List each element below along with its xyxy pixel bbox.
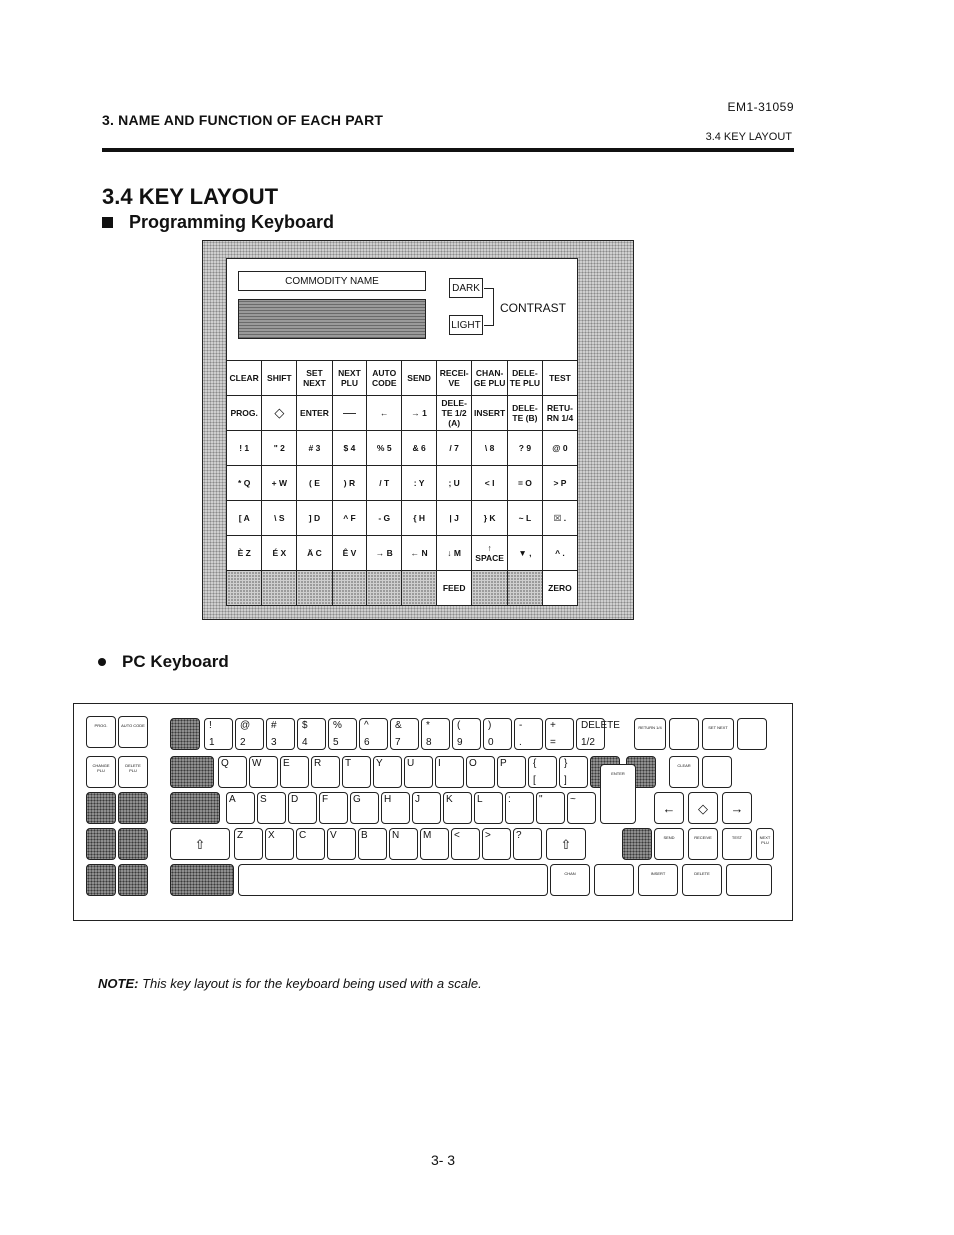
pc-fn-key-blank[interactable] [702, 756, 732, 788]
subsection-label: 3.4 KEY LAYOUT [705, 131, 792, 143]
prog-key-blank [367, 571, 402, 606]
pc-enter-key[interactable]: ENTER [600, 764, 636, 824]
prog-key[interactable]: ← N [402, 536, 437, 571]
prog-key[interactable]: ; U [436, 466, 471, 501]
prog-key[interactable]: * Q [227, 466, 262, 501]
prog-key-row [227, 536, 578, 571]
pc-key-row4[interactable]: V [327, 828, 356, 860]
prog-key[interactable]: ENTER [297, 396, 332, 431]
pc-key-row3[interactable]: : [505, 792, 534, 824]
section-label: 3. NAME AND FUNCTION OF EACH PART [102, 112, 384, 128]
pc-key-row1[interactable] [545, 718, 574, 750]
pc-key-row4[interactable]: < [451, 828, 480, 860]
pc-key-row2[interactable] [528, 756, 557, 788]
key-lower-label: 8 [426, 737, 432, 748]
pc-key-row3[interactable]: " [536, 792, 565, 824]
prog-key[interactable]: È Z [227, 536, 262, 571]
pc-right-arrow-icon: → [730, 800, 744, 816]
pc-key-row4[interactable]: > [482, 828, 511, 860]
pc-fn-key[interactable]: TEST [722, 828, 752, 860]
prog-key[interactable]: \ 8 [472, 431, 508, 466]
pc-key-row4[interactable]: M [420, 828, 449, 860]
key-upper-label: ) [488, 720, 492, 731]
prog-key-blank [507, 571, 542, 606]
pc-key-row3[interactable]: G [350, 792, 379, 824]
pc-key-row2[interactable] [559, 756, 588, 788]
prog-key[interactable]: RETU- RN 1/4 [542, 396, 577, 431]
prog-key-blank [262, 571, 297, 606]
pc-key-row3[interactable]: L [474, 792, 503, 824]
prog-key[interactable]: $ 4 [332, 431, 367, 466]
prog-keyboard-heading-text: Programming Keyboard [129, 212, 335, 232]
pc-fn-key[interactable]: CLEAR [669, 756, 699, 788]
prog-key[interactable]: / 7 [436, 431, 471, 466]
pc-fn-key[interactable]: INSERT [638, 864, 678, 896]
prog-key[interactable]: TEST [542, 361, 577, 396]
pc-left-key[interactable]: PROG. [86, 716, 116, 748]
prog-key[interactable]: ? 9 [507, 431, 542, 466]
prog-key[interactable]: RECEI- VE [436, 361, 471, 396]
key-upper-label: DELETE [581, 720, 620, 731]
prog-key-grid [226, 360, 578, 606]
pc-left-key-blank[interactable] [118, 828, 148, 860]
pc-left-key-blank[interactable] [118, 792, 148, 824]
prog-key-row [227, 396, 578, 431]
note-text: This key layout is for the keyboard being used with a scale. [142, 976, 482, 991]
key-lower-label: . [519, 737, 522, 748]
pc-key-row2[interactable]: O [466, 756, 495, 788]
prog-key-blank [297, 571, 332, 606]
key-lower-label: 5 [333, 737, 339, 748]
prog-key[interactable]: > P [542, 466, 577, 501]
key-upper-label: { [533, 758, 537, 769]
pc-key-row4[interactable]: B [358, 828, 387, 860]
pc-key-row1[interactable] [297, 718, 326, 750]
pc-escape-key[interactable] [170, 718, 200, 750]
pc-fn-key[interactable]: DELETE [682, 864, 722, 896]
prog-key[interactable]: SET NEXT [297, 361, 332, 396]
prog-key[interactable]: % 5 [367, 431, 402, 466]
prog-key[interactable]: { H [402, 501, 437, 536]
bullet-square-icon [102, 217, 113, 228]
prog-key[interactable]: ZERO [542, 571, 577, 606]
prog-key-row [227, 466, 578, 501]
pc-fn-key[interactable]: SEND [654, 828, 684, 860]
prog-key[interactable]: ◇ [262, 396, 297, 431]
pc-left-key[interactable]: CHANGE PLU [86, 756, 116, 788]
prog-key[interactable]: @ 0 [542, 431, 577, 466]
prog-key-row [227, 501, 578, 536]
pc-fn-key[interactable]: SET NEXT [702, 718, 734, 750]
pc-key-row1[interactable] [483, 718, 512, 750]
pc-key-row4[interactable]: X [265, 828, 294, 860]
prog-key[interactable]: Ä C [297, 536, 332, 571]
prog-key[interactable]: PROG. [227, 396, 262, 431]
pc-left-key-blank[interactable] [86, 792, 116, 824]
prog-key[interactable]: ) R [332, 466, 367, 501]
pc-left-key-blank[interactable] [86, 864, 116, 896]
pc-fn-key-blank[interactable] [669, 718, 699, 750]
prog-key[interactable]: ↓ M [436, 536, 471, 571]
prog-key[interactable]: # 3 [297, 431, 332, 466]
pc-key-row2[interactable]: U [404, 756, 433, 788]
pc-diamond-key[interactable] [688, 792, 718, 824]
prog-key[interactable]: & 6 [402, 431, 437, 466]
key-lower-label: 7 [395, 737, 401, 748]
prog-key[interactable]: / T [367, 466, 402, 501]
pc-fn-key[interactable]: NEXT PLU [756, 828, 774, 860]
prog-key[interactable]: → B [367, 536, 402, 571]
prog-key[interactable]: - G [367, 501, 402, 536]
key-upper-label: - [519, 720, 523, 731]
note-label: NOTE: [98, 976, 139, 991]
pc-key-row4[interactable]: N [389, 828, 418, 860]
pc-key-row3[interactable]: S [257, 792, 286, 824]
prog-key-blank [472, 571, 508, 606]
key-lower-label: 9 [457, 737, 463, 748]
prog-keyboard-heading [102, 212, 334, 233]
dark-button[interactable]: DARK [449, 278, 483, 298]
page-title: 3.4 KEY LAYOUT [102, 184, 279, 209]
key-lower-label: = [550, 737, 556, 748]
prog-key[interactable]: : Y [402, 466, 437, 501]
note [98, 976, 482, 991]
prog-key[interactable]: " 2 [262, 431, 297, 466]
key-lower-label: 6 [364, 737, 370, 748]
pc-key-row2[interactable]: T [342, 756, 371, 788]
pc-key-row1[interactable] [266, 718, 295, 750]
pc-key-row4[interactable]: C [296, 828, 325, 860]
pc-key-row3[interactable]: K [443, 792, 472, 824]
pc-ctrl-key[interactable] [170, 864, 234, 896]
prog-key-blank [332, 571, 367, 606]
pc-left-key-blank[interactable] [118, 864, 148, 896]
prog-key[interactable]: DELE- TE PLU [507, 361, 542, 396]
pc-key-row3[interactable]: H [381, 792, 410, 824]
prog-key[interactable]: ! 1 [227, 431, 262, 466]
pc-diamond-icon: ◇ [698, 800, 708, 816]
key-lower-label: [ [533, 775, 536, 786]
prog-key[interactable]: } K [472, 501, 508, 536]
prog-key[interactable]: ▼ , [507, 536, 542, 571]
key-lower-label: 2 [240, 737, 246, 748]
pc-tab-key[interactable] [170, 756, 214, 788]
pc-key-blank[interactable] [594, 864, 634, 896]
key-lower-label: ] [564, 775, 567, 786]
pc-fn-key[interactable]: RECEIVE [688, 828, 718, 860]
prog-key[interactable]: [ A [227, 501, 262, 536]
key-lower-label: 1 [209, 737, 215, 748]
prog-key[interactable]: ← [367, 396, 402, 431]
pc-key-blank[interactable] [622, 828, 652, 860]
key-upper-label: + [550, 720, 556, 731]
light-button[interactable]: LIGHT [449, 315, 483, 335]
pc-key-row1[interactable] [421, 718, 450, 750]
pc-key-row2[interactable]: Q [218, 756, 247, 788]
key-upper-label: % [333, 720, 342, 731]
prog-key[interactable]: | J [436, 501, 471, 536]
prog-key[interactable]: SEND [402, 361, 437, 396]
prog-key[interactable]: É X [262, 536, 297, 571]
key-upper-label: ! [209, 720, 212, 731]
pc-key-row3[interactable]: F [319, 792, 348, 824]
pc-shift-right-key[interactable] [546, 828, 586, 860]
key-upper-label: @ [240, 720, 251, 731]
pc-keyboard-heading-text: PC Keyboard [122, 652, 229, 671]
pc-key-blank[interactable] [726, 864, 772, 896]
pc-keyboard-frame [73, 703, 793, 921]
key-lower-label: 3 [271, 737, 277, 748]
prog-key[interactable]: SHIFT [262, 361, 297, 396]
page-number: 3- 3 [430, 1152, 456, 1168]
prog-key-row [227, 361, 578, 396]
prog-key-blank [402, 571, 437, 606]
pc-fn-key[interactable]: RETURN 1/4 [634, 718, 666, 750]
pc-left-key[interactable]: DELETE PLU [118, 756, 148, 788]
pc-shift-left-key[interactable] [170, 828, 230, 860]
prog-key[interactable]: CHAN- GE PLU [472, 361, 508, 396]
key-upper-label: ( [457, 720, 461, 731]
pc-shift-left-icon: ⇧ [194, 836, 206, 852]
prog-key[interactable]: ~ L [507, 501, 542, 536]
pc-key-row1[interactable] [328, 718, 357, 750]
commodity-name-label: COMMODITY NAME [238, 271, 426, 291]
pc-key-row3[interactable]: A [226, 792, 255, 824]
pc-fn-key-blank[interactable] [737, 718, 767, 750]
prog-key[interactable]: DELE- TE (B) [507, 396, 542, 431]
prog-key[interactable]: + W [262, 466, 297, 501]
contrast-bracket [484, 288, 494, 326]
prog-key[interactable]: ☒ . [542, 501, 577, 536]
prog-key[interactable]: < I [472, 466, 508, 501]
prog-key[interactable]: Ê V [332, 536, 367, 571]
bullet-dot-icon [98, 658, 106, 666]
prog-key-row [227, 571, 578, 606]
key-upper-label: } [564, 758, 568, 769]
pc-key-row1[interactable] [204, 718, 233, 750]
pc-space-key[interactable] [238, 864, 548, 896]
pc-shift-right-icon: ⇧ [560, 836, 572, 852]
prog-key[interactable]: AUTO CODE [367, 361, 402, 396]
pc-key-row1[interactable] [390, 718, 419, 750]
prog-key[interactable]: ^ F [332, 501, 367, 536]
pc-key-row4[interactable]: ? [513, 828, 542, 860]
pc-left-key[interactable]: AUTO CODE [118, 716, 148, 748]
pc-key-row4[interactable]: Z [234, 828, 263, 860]
pc-key-row2[interactable]: E [280, 756, 309, 788]
key-lower-label: 0 [488, 737, 494, 748]
prog-key[interactable]: DELE- TE 1/2 (A) [436, 396, 471, 431]
pc-key-row2[interactable]: I [435, 756, 464, 788]
prog-key[interactable]: INSERT [472, 396, 508, 431]
key-upper-label: & [395, 720, 402, 731]
pc-left-arrow-key[interactable] [654, 792, 684, 824]
prog-key[interactable]: ^ . [542, 536, 577, 571]
pc-keyboard-heading [98, 652, 229, 672]
pc-key-row2[interactable]: P [497, 756, 526, 788]
prog-key[interactable]: → 1 [402, 396, 437, 431]
key-upper-label: ^ [364, 720, 369, 731]
pc-key-row3[interactable]: ~ [567, 792, 596, 824]
pc-key-row3[interactable]: D [288, 792, 317, 824]
prog-key[interactable]: ( E [297, 466, 332, 501]
prog-key[interactable]: CLEAR [227, 361, 262, 396]
pc-key-row1[interactable] [452, 718, 481, 750]
doc-id: EM1-31059 [727, 100, 794, 114]
pc-key-row1[interactable] [359, 718, 388, 750]
key-upper-label: * [426, 720, 430, 731]
prog-key[interactable]: ] D [297, 501, 332, 536]
pc-left-key-blank[interactable] [86, 828, 116, 860]
key-upper-label: # [271, 720, 277, 731]
prog-key[interactable]: = O [507, 466, 542, 501]
pc-key-row2[interactable]: R [311, 756, 340, 788]
pc-key-row1[interactable] [514, 718, 543, 750]
key-upper-label: $ [302, 720, 308, 731]
prog-key[interactable]: — [332, 396, 367, 431]
display-window [238, 299, 426, 339]
pc-key-row3[interactable]: J [412, 792, 441, 824]
pc-fn-key[interactable]: CHAN [550, 864, 590, 896]
prog-key-blank [227, 571, 262, 606]
pc-caps-key[interactable] [170, 792, 220, 824]
pc-key-row2[interactable]: W [249, 756, 278, 788]
prog-key-row [227, 431, 578, 466]
header-rule [102, 148, 794, 152]
pc-right-arrow-key[interactable] [722, 792, 752, 824]
prog-key[interactable]: \ S [262, 501, 297, 536]
prog-key[interactable]: FEED [436, 571, 471, 606]
key-lower-label: 4 [302, 737, 308, 748]
pc-key-row1[interactable] [235, 718, 264, 750]
contrast-label: CONTRAST [500, 301, 566, 315]
prog-key[interactable]: NEXT PLU [332, 361, 367, 396]
key-lower-label: 1/2 [581, 737, 595, 748]
prog-key[interactable]: ↑ SPACE [472, 536, 508, 571]
pc-key-row2[interactable]: Y [373, 756, 402, 788]
pc-left-arrow-icon: ← [662, 800, 676, 816]
pc-key-row1[interactable] [576, 718, 620, 750]
